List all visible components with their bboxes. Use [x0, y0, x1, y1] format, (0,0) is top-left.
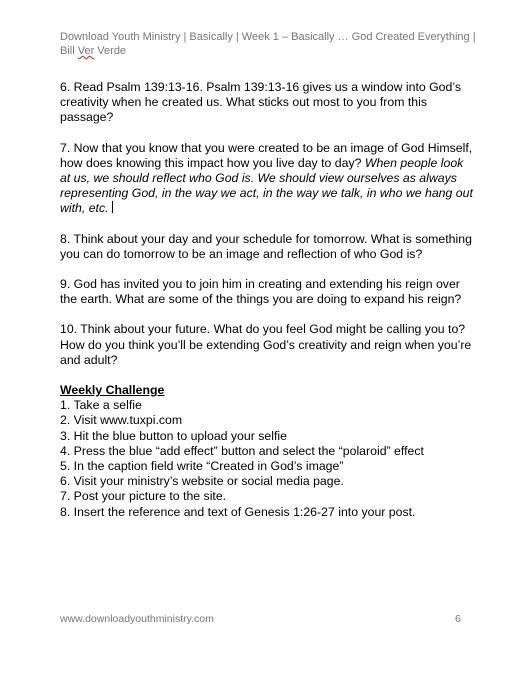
challenge-item: 3. Hit the blue button to upload your selfie [60, 428, 287, 443]
header-author [60, 44, 480, 58]
weekly-challenge-list [60, 398, 475, 520]
author-first-name: Bill [60, 45, 78, 57]
footer-url: www.downloadyouthministry.com [60, 613, 214, 625]
question-7-answer: When people look at us, we should reflect who God is. We should view ourselves as always representing God, in the way we act, in the way we talk, in who we hang out with, etc. [60, 155, 473, 216]
question-6: 6. Read Psalm 139:13-16. Psalm 139:13-16 gives us a window into God’s creativity when he created us. What sticks out most to you from this passage? [60, 80, 462, 125]
header-title: Download Youth Ministry | Basically | Week 1 – Basically … God Created Everything | [60, 31, 476, 43]
question-9: 9. God has invited you to join him in creating and extending his reign over the earth. What are some of the things you are doing to expand his reign? [60, 277, 462, 307]
question-8: 8. Think about your day and your schedule for tomorrow. What is something you can do tomorrow to be an image and reflection of who God is? [60, 231, 472, 261]
author-last-name: Verde [94, 45, 127, 57]
challenge-item: 5. In the caption field write “Created in God’s image” [60, 459, 344, 474]
page-header [60, 30, 480, 58]
challenge-item: 4. Press the blue “add effect” button and select the “polaroid” effect [60, 443, 424, 458]
question-10: 10. Think about your future. What do you feel God might be calling you to? How do you think you’ll be extending God’s creativity and reign when you’re and adult? [60, 322, 472, 367]
author-name-ver: Ver [77, 45, 95, 57]
text-cursor [112, 201, 113, 213]
page-number: 6 [455, 613, 461, 625]
document-body [60, 80, 475, 520]
challenge-item: 8. Insert the reference and text of Genesis 1:26-27 into your post. [60, 504, 416, 519]
challenge-item: 1. Take a selfie [60, 398, 142, 413]
weekly-challenge-heading: Weekly Challenge [60, 383, 165, 398]
challenge-item: 6. Visit your ministry’s website or social media page. [60, 474, 344, 489]
question-7: 7. Now that you know that you were created to be an image of God Himself, how does knowing this impact how you live day to day? When people look at us, we should reflect who God is. We should view ourselves as always representing God, in the way we act, in the way we talk, in who we hang out with, etc. [60, 140, 473, 216]
challenge-item: 7. Post your picture to the site. [60, 489, 227, 504]
challenge-item: 2. Visit www.tuxpi.com [60, 413, 183, 428]
